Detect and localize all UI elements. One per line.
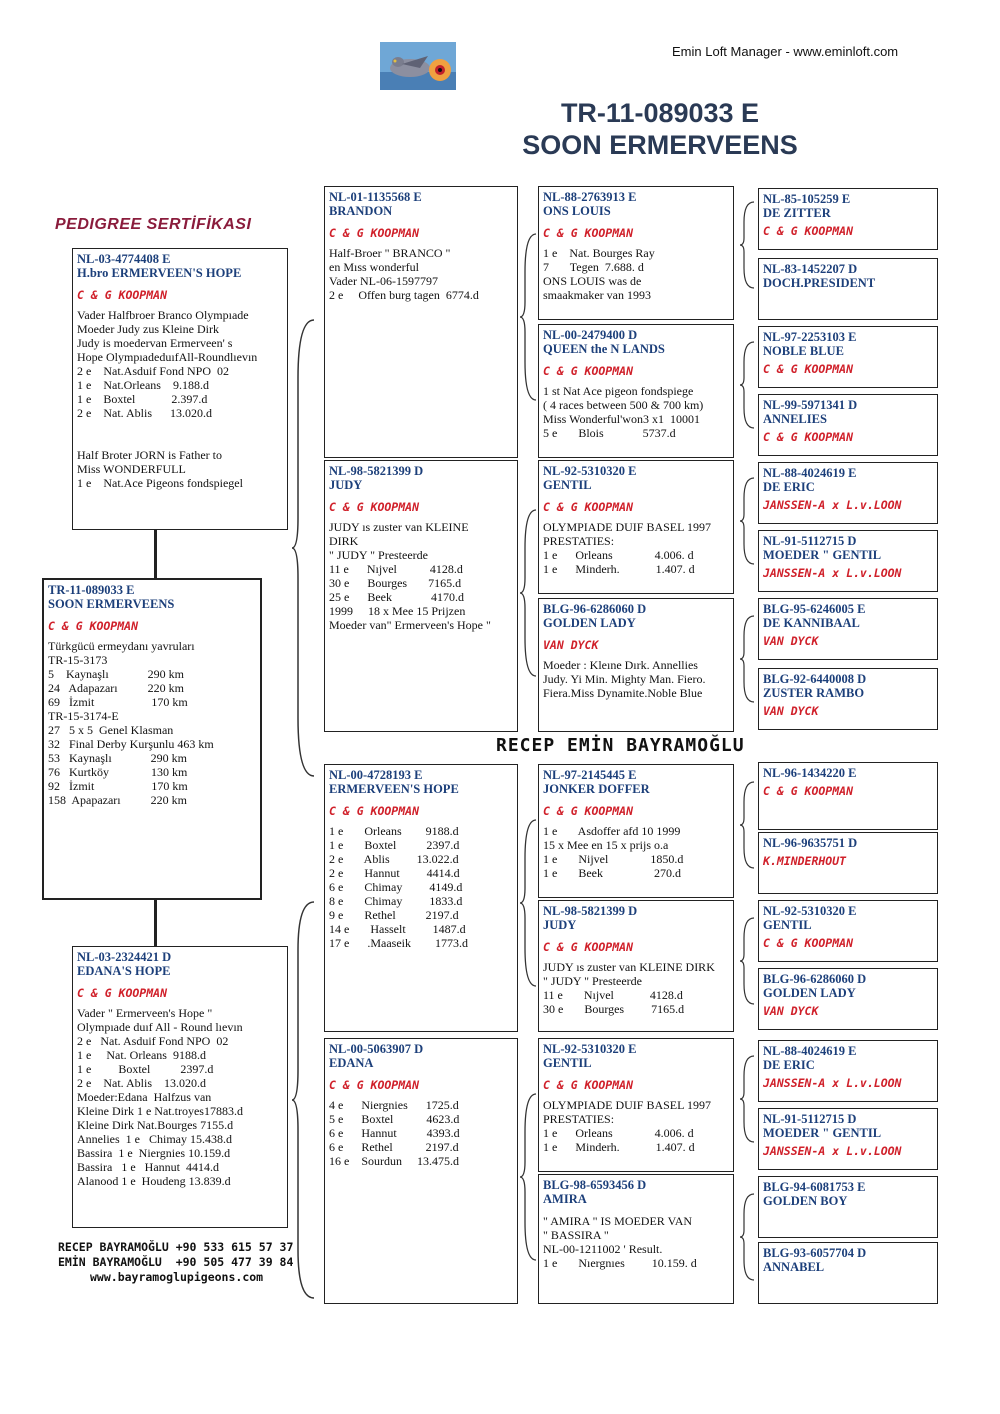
pedigree-card-gen4-11 xyxy=(758,900,938,962)
bird-results: OLYMPIADE DUIF BASEL 1997 PRESTATIES: 1 e Orleans 4.006. d 1 e Minderh. 1.407. d xyxy=(543,520,712,576)
breeder-name: K.MINDERHOUT xyxy=(763,854,847,868)
pedigree-card-gen4-15 xyxy=(758,1176,938,1238)
bird-name: ANNELIES xyxy=(763,412,827,426)
ring-number: NL-00-5063907 D xyxy=(329,1042,424,1056)
bird-name: JONKER DOFFER xyxy=(543,782,650,796)
ring-number: NL-88-4024619 E xyxy=(763,1044,857,1058)
bird-name: ANNABEL xyxy=(763,1260,825,1274)
ring-number: NL-88-2763913 E xyxy=(543,190,637,204)
owner-name: RECEP EMİN BAYRAMOĞLU xyxy=(496,735,745,756)
pedigree-card-gen4-2 xyxy=(758,258,938,320)
bird-name: DE ERIC xyxy=(763,1058,815,1072)
pedigree-card-gen4-9 xyxy=(758,762,938,830)
brace-gen4-1 xyxy=(740,200,756,290)
ring-number: NL-98-5821399 D xyxy=(543,904,638,918)
pedigree-card-gen4-16 xyxy=(758,1242,938,1304)
ring-number: NL-00-2479400 D xyxy=(543,328,638,342)
bird-name: EDANA xyxy=(329,1056,374,1070)
breeder-name: C & G KOOPMAN xyxy=(77,986,168,1000)
pedigree-card-gen3-3 xyxy=(538,460,734,594)
bird-results: 1 st Nat Ace pigeon fondspiege ( 4 races between 500 & 700 km) Miss Wonderful'won3 x1 10001 5 e Blois 5737.d xyxy=(543,384,704,440)
contact-line-2: EMİN BAYRAMOĞLU +90 505 477 39 84 xyxy=(58,1255,294,1269)
pedigree-card-gen4-12 xyxy=(758,968,938,1030)
pedigree-card-gen2-3 xyxy=(324,764,518,1032)
ring-number: BLG-96-6286060 D xyxy=(543,602,647,616)
bird-name: NOBLE BLUE xyxy=(763,344,844,358)
bird-name: DOCH.PRESIDENT xyxy=(763,276,876,290)
pedigree-card-gen2-1 xyxy=(324,186,518,458)
connector-sire xyxy=(154,530,157,578)
brace-dam-parents xyxy=(292,900,318,1300)
pedigree-card-gen3-8 xyxy=(538,1174,734,1304)
connector-dam xyxy=(154,898,157,946)
ring-number: NL-91-5112715 D xyxy=(763,534,857,548)
breeder-name: JANSSEN-A x L.v.LOON xyxy=(763,1076,902,1090)
pedigree-card-gen2-2 xyxy=(324,460,518,732)
breeder-name: VAN DYCK xyxy=(763,634,819,648)
bird-results: Half-Broer " BRANCO " en Mıss wonderful Vader NL-06-1597797 2 e Offen burg tagen 6774.d xyxy=(329,246,479,302)
bird-results: Moeder : Kleıne Dırk. Annellies Judy. Yi Min. Mighty Man. Fiero. Fiera.Miss Dynamite.Noble Blue xyxy=(543,658,706,700)
ring-number: NL-99-5971341 D xyxy=(763,398,858,412)
ring-number: NL-00-4728193 E xyxy=(329,768,423,782)
ring-number: NL-85-105259 E xyxy=(763,192,851,206)
pedigree-card-gen3-5 xyxy=(538,764,734,898)
ring-number: BLG-92-6440008 D xyxy=(763,672,867,686)
bird-name: JUDY xyxy=(329,478,363,492)
ring-number: NL-96-1434220 E xyxy=(763,766,857,780)
pedigree-card-gen4-4 xyxy=(758,394,938,456)
breeder-name: C & G KOOPMAN xyxy=(543,804,634,818)
bird-results: " AMIRA " IS MOEDER VAN " BASSIRA " NL-00-1211002 ' Result. 1 e Nıergnıes 10.159. d xyxy=(543,1214,697,1270)
ring-number: NL-92-5310320 E xyxy=(763,904,857,918)
breeder-name: C & G KOOPMAN xyxy=(543,226,634,240)
bird-results: Türkgücü ermeydanı yavruları TR-15-3173 5 Kaynaşlı 290 km 24 Adapazarı 220 km 69 İzmit 170 km TR-15-3174-E 27 5 x 5 Genel Klasman 32 Final Derby Kurşunlu 463 km 53 Kaynaşlı 290 km 76 Kurtköy 130 km 92 İzmit 170 km 158 Apapazarı 220 km xyxy=(48,639,214,807)
ring-number: BLG-94-6081753 E xyxy=(763,1180,866,1194)
ring-number: NL-83-1452207 D xyxy=(763,262,858,276)
bird-name: ZUSTER RAMBO xyxy=(763,686,865,700)
ring-number: NL-97-2253103 E xyxy=(763,330,857,344)
ring-number: NL-92-5310320 E xyxy=(543,464,637,478)
brace-gen4-4 xyxy=(740,614,756,704)
pedigree-card-sire xyxy=(72,248,288,530)
brace-gen3-1 xyxy=(520,232,538,402)
breeder-name: C & G KOOPMAN xyxy=(543,1078,634,1092)
breeder-name: C & G KOOPMAN xyxy=(329,804,420,818)
pigeon-logo xyxy=(380,42,456,90)
bird-name: ERMERVEEN'S HOPE xyxy=(329,782,459,796)
ring-number: NL-97-2145445 E xyxy=(543,768,637,782)
breeder-name: C & G KOOPMAN xyxy=(329,1078,420,1092)
certificate-label: PEDIGREE SERTİFİKASI xyxy=(55,216,252,233)
bird-results: 1 e Nat. Bourges Ray 7 Tegen 7.688. d ONS LOUIS was de smaakmaker van 1993 xyxy=(543,246,655,302)
bird-name: EDANA'S HOPE xyxy=(77,964,171,978)
bird-name: GOLDEN BOY xyxy=(763,1194,848,1208)
bird-name: H.bro ERMERVEEN'S HOPE xyxy=(77,266,242,280)
bird-name: JUDY xyxy=(543,918,577,932)
bird-results: 1 e Orleans 9188.d 1 e Boxtel 2397.d 2 e Ablis 13.022.d 2 e Hannut 4414.d 6 e Chimay 4149.d 8 e Chimay 1833.d 9 e Rethel 2197.d 14 e Hasselt 1487.d 17 e .Maaseik 1773.d xyxy=(329,824,468,950)
pedigree-card-gen3-7 xyxy=(538,1038,734,1172)
bird-results: Vader Halfbroer Branco Olympıade Moeder Judy zus Kleine Dirk Judy is moedervan Ermerveen' s Hope OlympıadeduıfAll-Roundlıevın 2 e Nat.Asduif Fond NPO 02 1 e Nat.Orleans 9.188.d 1 e Boxtel 2.397.d 2 e Nat. Ablis 13.020.d Half Broter JORN is Father to Miss WONDERFULL 1 e Nat.Ace Pigeons fondspiegel xyxy=(77,308,258,490)
bird-results: Vader " Ermerveen's Hope " Olympıade duıf All - Round lıevın 2 e Nat. Asduif Fond NPO 02 1 e Nat. Orleans 9188.d 1 e Boxtel 2397.d 2 e Nat. Ablis 13.020.d Moeder:Edana Halfzus van Kleine Dirk 1 e Nat.troyes17883.d Kleine Dirk Nat.Bourges 7155.d Annelies 1 e Chimay 15.438.d Bassira 1 e Niergnies 10.159.d Bassira 1 e Hannut 4414.d Alanood 1 e Houdeng 13.839.d xyxy=(77,1006,243,1188)
ring-number: NL-96-9635751 D xyxy=(763,836,858,850)
pedigree-card-gen4-7 xyxy=(758,598,938,660)
ring-number: NL-88-4024619 E xyxy=(763,466,857,480)
breeder-name: C & G KOOPMAN xyxy=(543,940,634,954)
bird-name: DE KANNIBAAL xyxy=(763,616,860,630)
bird-name: BRANDON xyxy=(329,204,393,218)
bird-name: DE ERIC xyxy=(763,480,815,494)
pedigree-card-dam xyxy=(72,946,288,1228)
ring-number: BLG-98-6593456 D xyxy=(543,1178,647,1192)
page-title-name: SOON ERMERVEENS xyxy=(522,130,798,160)
bird-results: JUDY ıs zuster van KLEINE DIRK " JUDY " Presteerde 11 e Nıjvel 4128.d 30 e Bourges 7165.d xyxy=(543,960,715,1016)
pedigree-card-gen4-13 xyxy=(758,1040,938,1102)
ring-number: NL-98-5821399 D xyxy=(329,464,424,478)
breeder-name: C & G KOOPMAN xyxy=(329,226,420,240)
breeder-name: JANSSEN-A x L.v.LOON xyxy=(763,566,902,580)
breeder-name: VAN DYCK xyxy=(763,1004,819,1018)
brace-gen3-3 xyxy=(520,818,538,988)
breeder-name: JANSSEN-A x L.v.LOON xyxy=(763,498,902,512)
breeder-name: C & G KOOPMAN xyxy=(543,500,634,514)
bird-name: GOLDEN LADY xyxy=(763,986,856,1000)
bird-name: GENTIL xyxy=(763,918,812,932)
ring-number: NL-91-5112715 D xyxy=(763,1112,857,1126)
pedigree-card-gen4-8 xyxy=(758,668,938,730)
breeder-name: JANSSEN-A x L.v.LOON xyxy=(763,1144,902,1158)
bird-results: 4 e Niergnies 1725.d 5 e Boxtel 4623.d 6 e Hannut 4393.d 6 e Rethel 2197.d 16 e Sourdun 13.475.d xyxy=(329,1098,460,1168)
brace-gen3-4 xyxy=(520,1092,538,1262)
brace-gen4-8 xyxy=(740,1192,756,1282)
bird-name: SOON ERMERVEENS xyxy=(48,597,175,611)
pedigree-card-gen3-4 xyxy=(538,598,734,732)
brace-gen4-5 xyxy=(740,780,756,870)
breeder-name: VAN DYCK xyxy=(543,638,599,652)
pedigree-card-gen4-1 xyxy=(758,188,938,250)
brace-sire-parents xyxy=(292,318,318,778)
bird-name: DE ZITTER xyxy=(763,206,831,220)
breeder-name: C & G KOOPMAN xyxy=(763,362,854,376)
pedigree-card-gen4-5 xyxy=(758,462,938,524)
brace-gen3-2 xyxy=(520,508,538,678)
breeder-name: C & G KOOPMAN xyxy=(48,619,139,633)
bird-name: GENTIL xyxy=(543,478,592,492)
ring-number: NL-92-5310320 E xyxy=(543,1042,637,1056)
contact-line-1: RECEP BAYRAMOĞLU +90 533 615 57 37 xyxy=(58,1240,294,1254)
breeder-name: C & G KOOPMAN xyxy=(77,288,168,302)
ring-number: TR-11-089033 E xyxy=(48,583,135,597)
pedigree-card-gen3-1 xyxy=(538,186,734,320)
pedigree-card-gen4-3 xyxy=(758,326,938,388)
site-credit: Emin Loft Manager - www.eminloft.com xyxy=(672,44,899,59)
bird-name: MOEDER " GENTIL xyxy=(763,548,882,562)
ring-number: NL-01-1135568 E xyxy=(329,190,422,204)
ring-number: BLG-95-6246005 E xyxy=(763,602,866,616)
bird-name: ONS LOUIS xyxy=(543,204,611,218)
bird-results: JUDY ıs zuster van KLEINE DIRK " JUDY " Presteerde 11 e Nıjvel 4128.d 30 e Bourges 7165.d 25 e Beek 4170.d 1999 18 x Mee 15 Prijzen Moeder van" Ermerveen's Hope " xyxy=(329,520,491,632)
breeder-name: C & G KOOPMAN xyxy=(763,784,854,798)
breeder-name: C & G KOOPMAN xyxy=(329,500,420,514)
bird-results: OLYMPIADE DUIF BASEL 1997 PRESTATIES: 1 e Orleans 4.006. d 1 e Minderh. 1.407. d xyxy=(543,1098,712,1154)
pedigree-card-gen3-6 xyxy=(538,900,734,1032)
ring-number: BLG-93-6057704 D xyxy=(763,1246,867,1260)
breeder-name: C & G KOOPMAN xyxy=(763,224,854,238)
ring-number: NL-03-2324421 D xyxy=(77,950,172,964)
pedigree-card-gen2-4 xyxy=(324,1038,518,1304)
pedigree-card-gen4-14 xyxy=(758,1108,938,1170)
brace-gen4-6 xyxy=(740,916,756,1006)
breeder-name: C & G KOOPMAN xyxy=(543,364,634,378)
ring-number: NL-03-4774408 E xyxy=(77,252,171,266)
pedigree-card-gen4-10 xyxy=(758,832,938,894)
pedigree-card-subject xyxy=(42,578,262,900)
bird-results: 1 e Asdoffer afd 10 1999 15 x Mee en 15 x prijs o.a 1 e Nijvel 1850.d 1 e Beek 270.d xyxy=(543,824,684,880)
breeder-name: C & G KOOPMAN xyxy=(763,430,854,444)
breeder-name: VAN DYCK xyxy=(763,704,819,718)
brace-gen4-2 xyxy=(740,340,756,430)
bird-name: GENTIL xyxy=(543,1056,592,1070)
bird-name: AMIRA xyxy=(543,1192,587,1206)
bird-name: MOEDER " GENTIL xyxy=(763,1126,882,1140)
brace-gen4-3 xyxy=(740,476,756,566)
pedigree-card-gen3-2 xyxy=(538,324,734,458)
bird-name: QUEEN the N LANDS xyxy=(543,342,665,356)
ring-number: BLG-96-6286060 D xyxy=(763,972,867,986)
pedigree-card-gen4-6 xyxy=(758,530,938,592)
contact-website: www.bayramoglupigeons.com xyxy=(90,1270,264,1284)
brace-gen4-7 xyxy=(740,1054,756,1144)
page-title-ring: TR-11-089033 E xyxy=(560,98,760,128)
breeder-name: C & G KOOPMAN xyxy=(763,936,854,950)
bird-name: GOLDEN LADY xyxy=(543,616,636,630)
